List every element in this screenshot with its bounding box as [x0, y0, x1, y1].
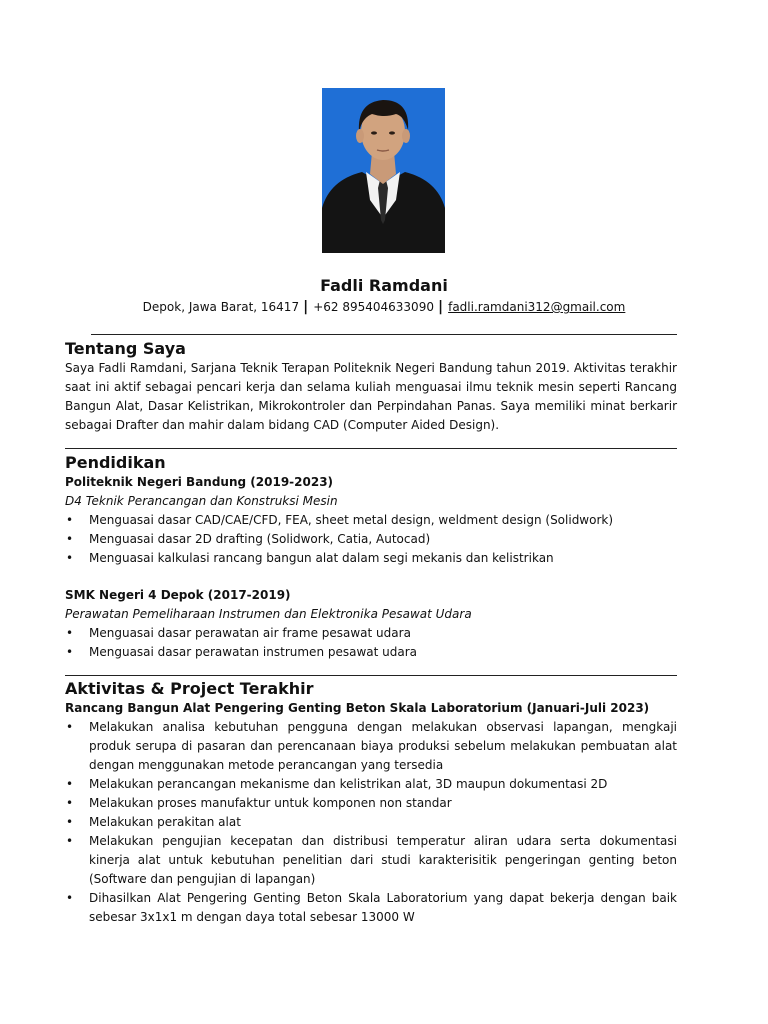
phone-text: +62 895404633090 — [313, 300, 434, 314]
spacer — [65, 568, 677, 586]
list-item-text: Menguasai dasar perawatan instrumen pesawat udara — [89, 645, 418, 659]
bullet-icon: • — [66, 513, 74, 527]
education-section — [65, 453, 677, 662]
bullet-icon: • — [66, 834, 74, 848]
bullet-icon: • — [66, 796, 74, 810]
bullet-icon: • — [66, 777, 74, 791]
eye-right — [389, 131, 395, 134]
full-name: Fadli Ramdani — [320, 276, 448, 295]
list-item — [65, 889, 677, 927]
section-divider — [91, 334, 677, 335]
list-item-text: Melakukan perancangan mekanisme dan kelistrikan alat, 3D maupun dokumentasi 2D — [89, 777, 608, 791]
list-item-text: Melakukan pengujian kecepatan dan distribusi temperatur aliran udara serta dokumentasi kinerja alat untuk kebutuhan penelitian dari studi karakterisitik pengeringan genting beton (Software dan pengujian di lapangan) — [89, 834, 677, 886]
education-bullets — [65, 624, 677, 662]
bullet-icon: • — [66, 891, 74, 905]
list-item-text: Melakukan proses manufaktur untuk komponen non standar — [89, 796, 452, 810]
list-item-text: Menguasai dasar perawatan air frame pesawat udara — [89, 626, 411, 640]
activities-title: Aktivitas & Project Terakhir — [65, 679, 314, 698]
program-name: Perawatan Pemeliharaan Instrumen dan Elektronika Pesawat Udara — [65, 607, 472, 621]
portrait-image — [322, 88, 445, 253]
education-title: Pendidikan — [65, 453, 166, 472]
school-name: SMK Negeri 4 Depok (2017-2019) — [65, 588, 291, 602]
program-name: D4 Teknik Perancangan dan Konstruksi Mesin — [65, 494, 338, 508]
bullet-icon: • — [66, 532, 74, 546]
activities-bullets — [65, 718, 677, 927]
bullet-icon: • — [66, 815, 74, 829]
list-item-text: Melakukan perakitan alat — [89, 815, 241, 829]
email-link[interactable]: fadli.ramdani312@gmail.com — [448, 300, 626, 314]
list-item — [65, 549, 677, 568]
list-item — [65, 775, 677, 794]
contact-separator: | — [437, 299, 444, 315]
education-entry — [65, 586, 677, 662]
profile-photo — [322, 88, 445, 253]
list-item — [65, 643, 677, 662]
bullet-icon: • — [66, 626, 74, 640]
section-divider — [65, 675, 677, 676]
eye-left — [371, 131, 377, 134]
school-name: Politeknik Negeri Bandung (2019-2023) — [65, 475, 334, 489]
ear-right — [402, 129, 410, 143]
bullet-icon: • — [66, 720, 74, 734]
list-item — [65, 624, 677, 643]
list-item — [65, 718, 677, 775]
list-item-text: Menguasai dasar CAD/CAE/CFD, FEA, sheet metal design, weldment design (Solidwork) — [89, 513, 614, 527]
bullet-icon: • — [66, 645, 74, 659]
list-item-text: Menguasai dasar 2D drafting (Solidwork, Catia, Autocad) — [89, 532, 431, 546]
list-item — [65, 832, 677, 889]
about-text: Saya Fadli Ramdani, Sarjana Teknik Terapan Politeknik Negeri Bandung tahun 2019. Aktivitas terakhir saat ini aktif sebagai pencari kerja dan selama kuliah menguasai ilmu teknik mesin seperti Rancang Bangun Alat, Dasar Kelistrikan, Mikrokontroler dan Perpindahan Panas. Saya memiliki minat berkarir sebagai Drafter dan mahir dalam bidang CAD (Computer Aided Design). — [65, 361, 677, 432]
project-title: Rancang Bangun Alat Pengering Genting Beton Skala Laboratorium (Januari-Juli 2023) — [65, 701, 650, 715]
activities-section — [65, 679, 677, 927]
about-section — [65, 339, 677, 435]
list-item — [65, 530, 677, 549]
list-item-text: Dihasilkan Alat Pengering Genting Beton Skala Laboratorium yang dapat bekerja dengan baik sebesar 3x1x1 m dengan daya total sebesar 13000 W — [89, 891, 677, 924]
list-item-text: Melakukan analisa kebutuhan pengguna dengan melakukan observasi lapangan, mengkaji produk serupa di pasaran dan perencanaan biaya produksi sebelum melakukan pembuatan alat dengan menggunakan metode perancangan yang tersedia — [89, 720, 677, 772]
contact-separator: | — [303, 299, 309, 315]
bullet-icon: • — [66, 551, 74, 565]
contact-line — [0, 299, 768, 315]
education-entry — [65, 473, 677, 568]
about-title: Tentang Saya — [65, 339, 186, 358]
ear-left — [356, 129, 364, 143]
education-bullets — [65, 511, 677, 568]
list-item — [65, 813, 677, 832]
address-text: Depok, Jawa Barat, 16417 — [142, 300, 300, 314]
list-item — [65, 511, 677, 530]
list-item — [65, 794, 677, 813]
list-item-text: Menguasai kalkulasi rancang bangun alat dalam segi mekanis dan kelistrikan — [89, 551, 554, 565]
section-divider — [65, 448, 677, 449]
